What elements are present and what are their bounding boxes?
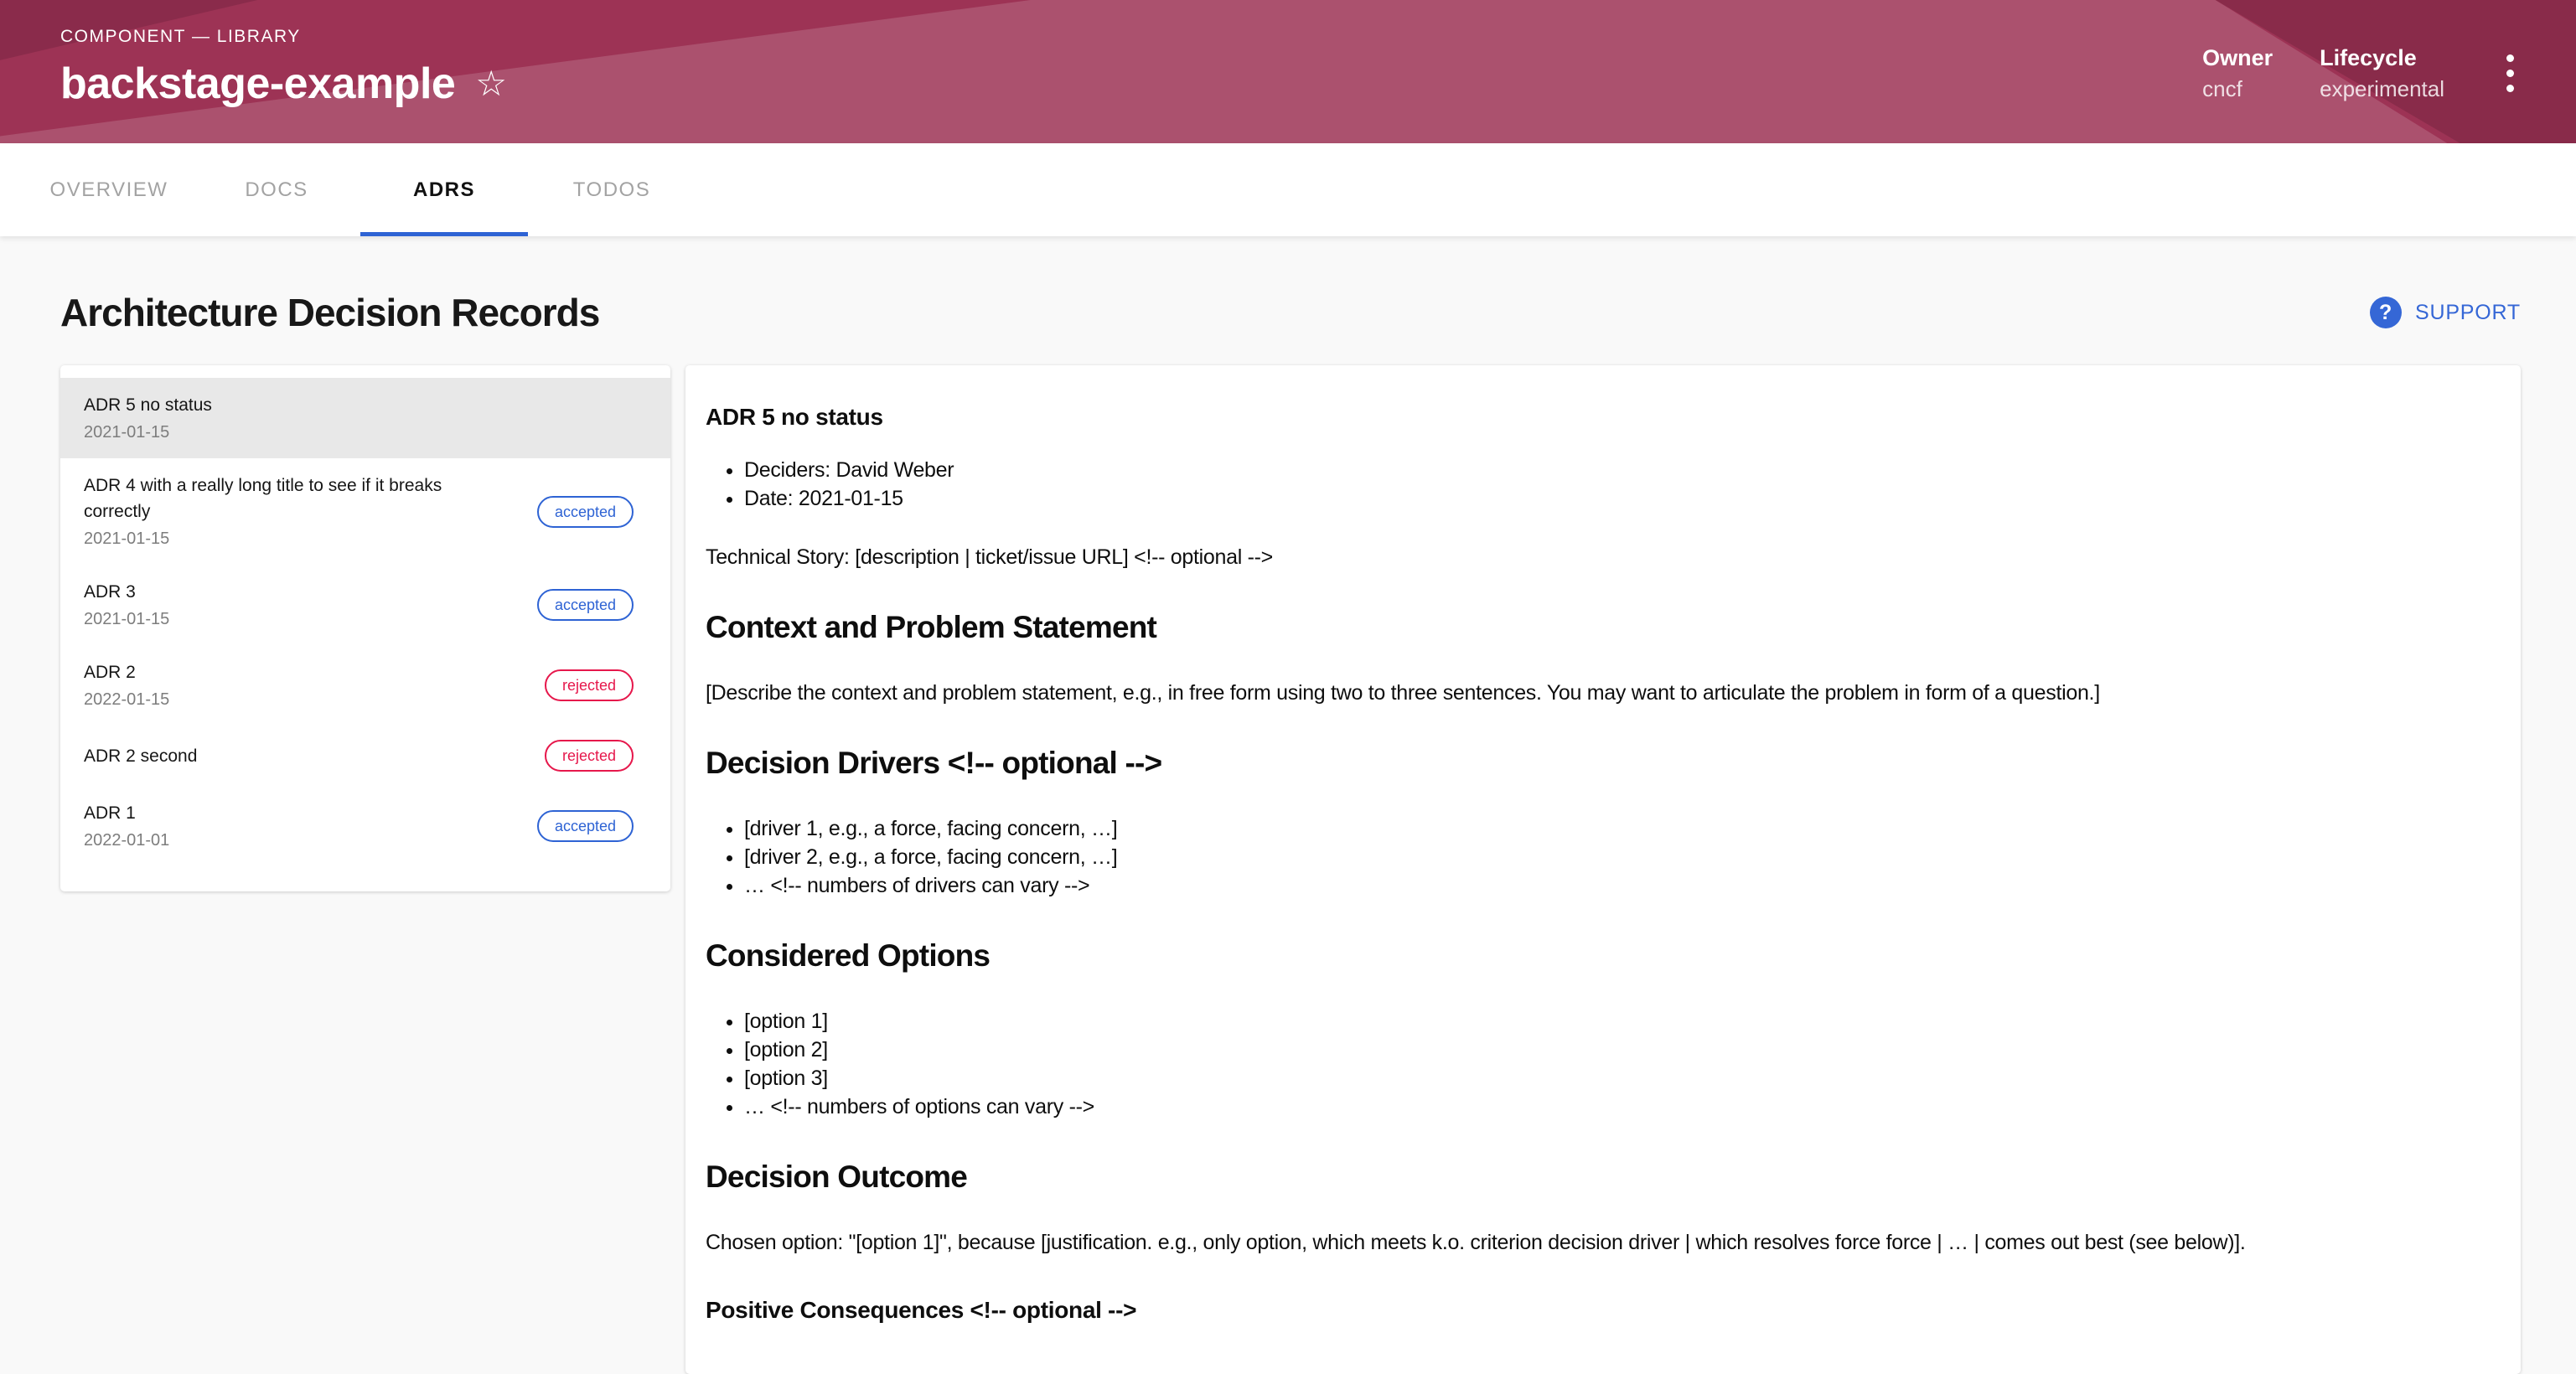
doc-bullet-list xyxy=(706,1007,2496,1121)
lifecycle-label: Lifecycle xyxy=(2320,44,2417,70)
status-chip-rejected: rejected xyxy=(545,740,634,772)
doc-p: [Describe the context and problem statement, e.g., in free form using two to three sentences. You may want to articulate the problem in form of a question.] xyxy=(706,681,2100,705)
doc-bullet-item: • [option 1] xyxy=(744,1007,2496,1036)
adr-list-item[interactable] xyxy=(60,726,670,786)
doc-bullet-item: • Deciders: David Weber xyxy=(744,456,2496,484)
adr-item-date: 2021-01-15 xyxy=(84,610,170,628)
adr-item-date: 2021-01-15 xyxy=(84,529,170,548)
doc-h2: Considered Options xyxy=(706,938,991,973)
adr-item-date: 2022-01-01 xyxy=(84,831,170,850)
adr-item-date: 2021-01-15 xyxy=(84,423,170,442)
adr-list-item[interactable] xyxy=(60,565,670,645)
doc-h2: Context and Problem Statement xyxy=(706,610,1157,644)
doc-bullet-item: • [option 2] xyxy=(744,1036,2496,1064)
page-title: Architecture Decision Records xyxy=(60,291,600,334)
adr-item-title: ADR 2 second xyxy=(84,746,198,766)
lifecycle-meta xyxy=(2320,45,2444,102)
doc-h3: Positive Consequences <!-- optional --> xyxy=(706,1297,1137,1323)
owner-label: Owner xyxy=(2202,44,2273,70)
adr-item-text xyxy=(84,800,169,852)
doc-p: Chosen option: "[option 1]", because [justification. e.g., only option, which meets k.o. criterion decision driver | which resolves force force | … | comes out best (see below)]. xyxy=(706,1231,2246,1254)
adr-item-text xyxy=(84,659,169,711)
status-chip-rejected: rejected xyxy=(545,669,634,701)
tab-todos[interactable]: TODOS xyxy=(572,178,651,201)
status-chip-accepted: accepted xyxy=(537,810,634,842)
adr-item-title: ADR 3 xyxy=(84,582,136,602)
doc-bullet-item: • [option 3] xyxy=(744,1064,2496,1092)
tab-bar xyxy=(0,143,2576,236)
adr-item-text xyxy=(84,392,212,444)
doc-h2: Decision Drivers <!-- optional --> xyxy=(706,746,1162,780)
adr-item-title: ADR 1 xyxy=(84,803,136,823)
adr-list xyxy=(60,365,670,891)
doc-bullet-item: • [driver 2, e.g., a force, facing concern, …] xyxy=(744,843,2496,871)
owner-value: cncf xyxy=(2202,75,2242,101)
adr-list-item[interactable] xyxy=(60,645,670,726)
doc-h1: ADR 5 no status xyxy=(706,404,883,430)
doc-bullet-item: • … <!-- numbers of drivers can vary --> xyxy=(744,871,2496,900)
entity-header xyxy=(0,0,2576,143)
kebab-menu-icon[interactable] xyxy=(2498,46,2522,101)
status-chip-accepted: accepted xyxy=(537,496,634,528)
status-chip-accepted: accepted xyxy=(537,589,634,621)
owner-meta xyxy=(2202,45,2273,102)
adr-item-title: ADR 5 no status xyxy=(84,395,212,415)
breadcrumb: COMPONENT — LIBRARY xyxy=(60,27,301,46)
adr-item-text xyxy=(84,743,197,769)
doc-bullet-list xyxy=(706,814,2496,900)
header-title-block xyxy=(60,25,510,143)
doc-bullet-item: • [driver 1, e.g., a force, facing concern, …] xyxy=(744,814,2496,843)
adr-item-text xyxy=(84,579,169,631)
doc-bullet-item: • Date: 2021-01-15 xyxy=(744,484,2496,513)
help-question-icon: ? xyxy=(2370,297,2402,328)
adr-document xyxy=(685,365,2521,1374)
adr-item-date: 2022-01-15 xyxy=(84,690,170,709)
adr-list-item[interactable] xyxy=(60,458,670,565)
favorite-star-icon[interactable]: ☆ xyxy=(472,66,510,101)
doc-p: Technical Story: [description | ticket/issue URL] <!-- optional --> xyxy=(706,545,1273,569)
tab-overview[interactable]: OVERVIEW xyxy=(49,178,168,201)
doc-bullet-list xyxy=(706,456,2496,513)
doc-bullet-item: • … <!-- numbers of options can vary --> xyxy=(744,1092,2496,1121)
adr-list-item[interactable] xyxy=(60,786,670,866)
adr-item-title: ADR 4 with a really long title to see if it breaks correctly xyxy=(84,476,442,521)
page-content xyxy=(0,290,2576,1374)
adr-item-title: ADR 2 xyxy=(84,663,136,682)
adr-list-item[interactable] xyxy=(60,378,670,458)
doc-h2: Decision Outcome xyxy=(706,1160,968,1194)
page-entity-title: backstage-example xyxy=(60,59,456,108)
support-label: SUPPORT xyxy=(2415,300,2521,324)
support-button[interactable] xyxy=(2370,297,2521,328)
lifecycle-value: experimental xyxy=(2320,75,2444,101)
tab-docs[interactable]: DOCS xyxy=(245,178,308,201)
tab-adrs[interactable]: ADRS xyxy=(360,143,528,236)
adr-item-text xyxy=(84,473,511,550)
